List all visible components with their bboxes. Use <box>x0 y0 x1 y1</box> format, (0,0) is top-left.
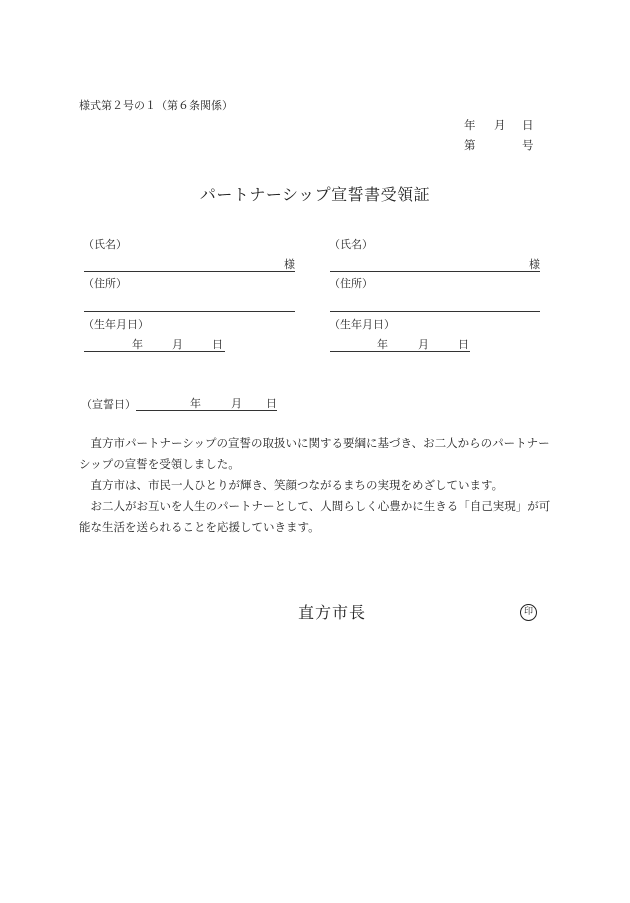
form-number: 様式第２号の１（第６条関係） <box>79 99 233 112</box>
declaration-month: 月 <box>231 396 242 410</box>
left-dob-year: 年 <box>132 337 143 351</box>
left-address-field <box>84 297 295 312</box>
left-honorific: 様 <box>284 257 295 271</box>
document-title: パートナーシップ宣誓書受領証 <box>199 185 431 204</box>
mayor-title: 直方市長 <box>298 603 367 622</box>
left-address-label: （住所） <box>83 277 127 290</box>
left-name-field <box>84 257 295 272</box>
body-paragraph-1: 直方市パートナーシップの宣誓の取扱いに関する要綱に基づき、お二人からのパートナーシップの宣誓を受領しました。 <box>79 436 550 471</box>
left-dob-field <box>84 337 225 352</box>
right-dob-day: 日 <box>458 337 469 351</box>
right-dob-year: 年 <box>377 337 388 351</box>
seal-mark: 印 <box>520 604 537 621</box>
right-name-field <box>330 257 540 272</box>
body-paragraph-3: お二人がお互いを人生のパートナーとして、人間らしく心豊かに生きる「自己実現」が可能な生活を送られることを応援していきます。 <box>79 499 551 534</box>
right-name-label: （氏名） <box>329 238 373 251</box>
declaration-day: 日 <box>266 396 277 410</box>
body-paragraph-2: 直方市は、市民一人ひとりが輝き、笑顔つながるまちの実現をめざしています。 <box>90 478 504 492</box>
right-dob-month: 月 <box>418 337 429 351</box>
right-address-label: （住所） <box>329 277 373 290</box>
number-suffix: 号 <box>522 138 534 152</box>
left-name-label: （氏名） <box>83 238 127 251</box>
right-dob-label: （生年月日） <box>329 318 395 331</box>
left-dob-label: （生年月日） <box>83 318 149 331</box>
left-dob-day: 日 <box>212 337 223 351</box>
header-year-label: 年 <box>464 118 476 132</box>
right-honorific: 様 <box>529 257 540 271</box>
declaration-date-label: （宣誓日） <box>81 398 136 411</box>
header-day-label: 日 <box>522 118 534 132</box>
left-dob-month: 月 <box>172 337 183 351</box>
body-text <box>79 433 557 538</box>
right-address-field <box>330 297 540 312</box>
declaration-date-field <box>136 396 277 411</box>
number-prefix: 第 <box>464 138 476 152</box>
header-month-label: 月 <box>494 118 506 132</box>
right-dob-field <box>330 337 470 352</box>
declaration-year: 年 <box>190 396 201 410</box>
